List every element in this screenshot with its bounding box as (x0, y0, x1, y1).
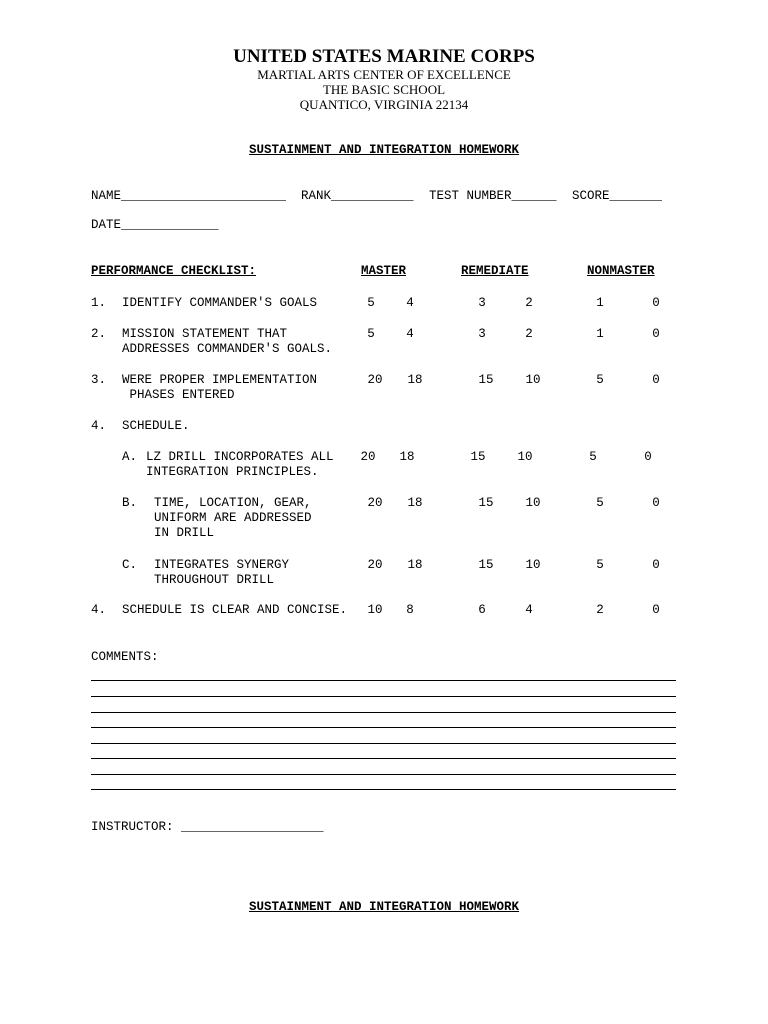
score-value: 4 (525, 603, 533, 617)
item-number: 1. (91, 296, 107, 310)
comment-line (91, 774, 676, 775)
page-title: SUSTAINMENT AND INTEGRATION HOMEWORK (248, 143, 520, 157)
score-value: 2 (525, 327, 533, 341)
item-text: WERE PROPER IMPLEMENTATION (122, 373, 318, 387)
comment-line (91, 727, 676, 728)
score-value: 18 (399, 450, 415, 464)
item-number: 3. (91, 373, 107, 387)
score-value: 0 (652, 558, 660, 572)
score-value: 1 (596, 296, 604, 310)
subitem-letter: C. (122, 558, 138, 572)
comment-line (91, 743, 676, 744)
score-value: 10 (525, 558, 541, 572)
score-value: 10 (517, 450, 533, 464)
center-name: MARTIAL ARTS CENTER OF EXCELLENCE (257, 67, 511, 82)
score-value: 1 (596, 327, 604, 341)
address: QUANTICO, VIRGINIA 22134 (299, 97, 469, 112)
item-text: PHASES ENTERED (122, 388, 235, 402)
item-text: IN DRILL (154, 526, 215, 540)
score-value: 10 (367, 603, 383, 617)
score-value: 15 (478, 496, 494, 510)
item-text: UNIFORM ARE ADDRESSED (154, 511, 312, 525)
test-number-field: TEST NUMBER______ (429, 189, 557, 203)
score-value: 5 (596, 496, 604, 510)
score-value: 5 (367, 327, 375, 341)
item-text: INTEGRATION PRINCIPLES. (146, 465, 319, 479)
score-value: 0 (652, 603, 660, 617)
name-field: NAME______________________ (91, 189, 287, 203)
score-value: 15 (478, 558, 494, 572)
date-field: DATE_____________ (91, 218, 219, 232)
item-text: SCHEDULE IS CLEAR AND CONCISE. (122, 603, 348, 617)
item-text: MISSION STATEMENT THAT (122, 327, 288, 341)
comments-label: COMMENTS: (91, 650, 159, 664)
footer-title: SUSTAINMENT AND INTEGRATION HOMEWORK (248, 900, 520, 914)
item-text: IDENTIFY COMMANDER'S GOALS (122, 296, 318, 310)
item-number: 4. (91, 603, 107, 617)
score-value: 2 (596, 603, 604, 617)
subitem-letter: B. (122, 496, 138, 510)
score-value: 0 (644, 450, 652, 464)
item-number: 4. (91, 419, 107, 433)
score-value: 20 (367, 496, 383, 510)
item-text: LZ DRILL INCORPORATES ALL (146, 450, 334, 464)
master-header: MASTER (361, 264, 407, 278)
score-value: 0 (652, 496, 660, 510)
score-value: 18 (407, 496, 423, 510)
item-text: ADDRESSES COMMANDER'S GOALS. (122, 342, 333, 356)
score-value: 0 (652, 373, 660, 387)
score-value: 3 (478, 296, 486, 310)
score-value: 0 (652, 327, 660, 341)
score-value: 10 (525, 496, 541, 510)
score-value: 3 (478, 327, 486, 341)
item-text: TIME, LOCATION, GEAR, (154, 496, 312, 510)
score-value: 4 (406, 327, 414, 341)
score-value: 15 (470, 450, 486, 464)
score-value: 0 (652, 296, 660, 310)
school-name: THE BASIC SCHOOL (322, 82, 446, 97)
score-value: 20 (367, 373, 383, 387)
score-value: 8 (406, 603, 414, 617)
score-value: 20 (360, 450, 376, 464)
score-value: 5 (367, 296, 375, 310)
comment-line (91, 696, 676, 697)
comment-line (91, 712, 676, 713)
score-value: 6 (478, 603, 486, 617)
score-value: 5 (589, 450, 597, 464)
score-value: 5 (596, 373, 604, 387)
score-value: 20 (367, 558, 383, 572)
score-value: 18 (407, 373, 423, 387)
score-value: 18 (407, 558, 423, 572)
item-text: SCHEDULE. (122, 419, 190, 433)
score-value: 5 (596, 558, 604, 572)
item-text: INTEGRATES SYNERGY (154, 558, 290, 572)
instructor-field: INSTRUCTOR: ___________________ (91, 820, 324, 834)
checklist-header: PERFORMANCE CHECKLIST: (91, 264, 257, 278)
nonmaster-header: NONMASTER (587, 264, 655, 278)
org-title: UNITED STATES MARINE CORPS (233, 46, 535, 67)
item-text: THROUGHOUT DRILL (154, 573, 275, 587)
subitem-letter: A. (122, 450, 138, 464)
score-value: 15 (478, 373, 494, 387)
comment-line (91, 758, 676, 759)
score-value: 4 (406, 296, 414, 310)
comment-line (91, 789, 676, 790)
comment-line (91, 680, 676, 681)
score-value: 2 (525, 296, 533, 310)
remediate-header: REMEDIATE (461, 264, 529, 278)
score-field: SCORE_______ (572, 189, 663, 203)
item-number: 2. (91, 327, 107, 341)
score-value: 10 (525, 373, 541, 387)
rank-field: RANK___________ (301, 189, 414, 203)
